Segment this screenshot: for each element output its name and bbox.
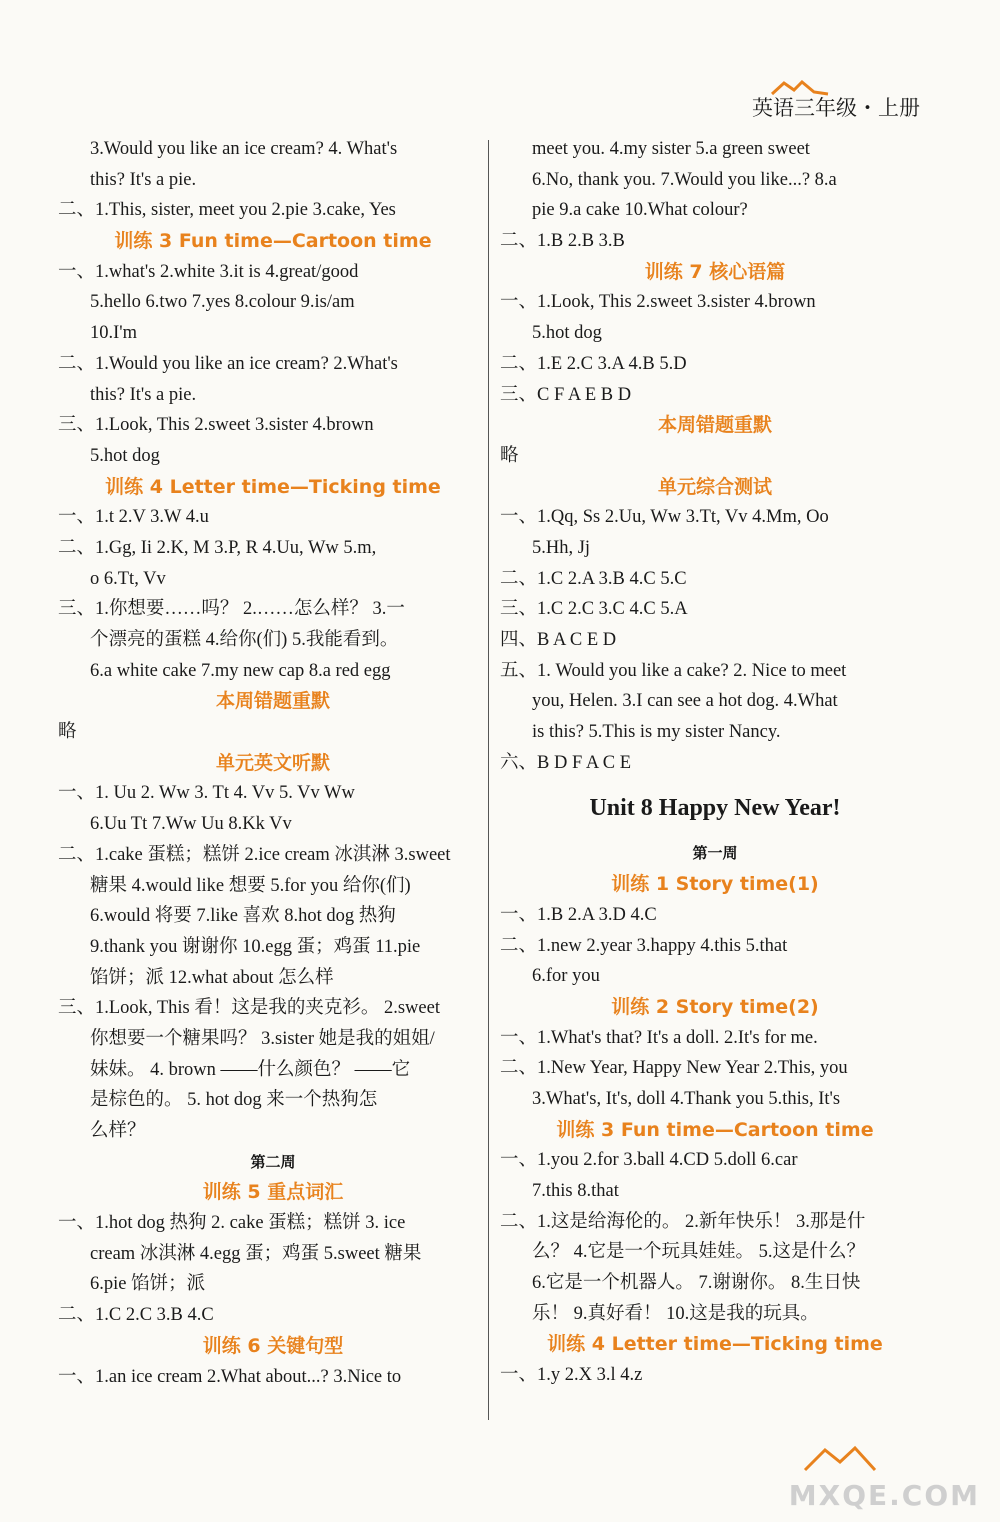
section-heading: 本周错题重默 (215, 690, 330, 713)
answer-line: 乐！ 9.真好看！ 10.这是我的玩具。 (532, 1303, 819, 1324)
answer-line: 三、1.C 2.C 3.C 4.C 5.A (500, 599, 688, 620)
answer-line: 6.No, thank you. 7.Would you like...? 8.a (532, 169, 837, 190)
column-divider (488, 140, 489, 1420)
answer-line: 三、1.Look, This 2.sweet 3.sister 4.brown (58, 415, 374, 436)
answer-line: is this? 5.This is my sister Nancy. (532, 722, 781, 743)
answer-line: 二、1.这是给海伦的。 2.新年快乐！ 3.那是什 (500, 1211, 866, 1232)
answer-line: 6.Uu Tt 7.Ww Uu 8.Kk Vv (90, 814, 292, 835)
answer-line: this? It's a pie. (90, 169, 197, 190)
answer-line: 一、1.y 2.X 3.l 4.z (500, 1365, 643, 1386)
answer-line: o 6.Tt, Vv (90, 568, 166, 589)
section-heading: 训练 5 重点词汇 (202, 1181, 344, 1204)
answer-line: 5.Hh, Jj (532, 537, 591, 558)
answer-line: 三、1.Look, This 看！这是我的夹克衫。 2.sweet (58, 998, 440, 1019)
answer-line: 三、C F A E B D (500, 384, 632, 405)
answer-line: pie 9.a cake 10.What colour? (532, 200, 748, 221)
answer-line: 5.hot dog (90, 445, 160, 466)
answer-line: 3.Would you like an ice cream? 4. What's (90, 139, 398, 159)
answer-line: 二、1.cake 蛋糕；糕饼 2.ice cream 冰淇淋 3.sweet (58, 844, 451, 865)
answer-line: 二、1.C 2.A 3.B 4.C 5.C (500, 568, 687, 589)
answer-line: you, Helen. 3.I can see a hot dog. 4.What (532, 691, 838, 712)
answer-line: 6.a white cake 7.my new cap 8.a red egg (90, 660, 391, 681)
answer-line: this? It's a pie. (90, 384, 197, 405)
answer-line: 6.for you (532, 966, 600, 987)
answer-line: 一、1.what's 2.white 3.it is 4.great/good (58, 261, 359, 282)
answer-line: meet you. 4.my sister 5.a green sweet (532, 139, 810, 159)
answer-line: 一、1.What's that? It's a doll. 2.It's for me. (500, 1027, 818, 1048)
section-heading: 训练 4 Letter time—Ticking time (547, 1333, 883, 1356)
answer-line: cream 冰淇淋 4.egg 蛋；鸡蛋 5.sweet 糖果 (90, 1243, 422, 1264)
answer-line: 6.它是一个机器人。 7.谢谢你。 8.生日快 (532, 1273, 861, 1294)
answer-line: 二、1.New Year, Happy New Year 2.This, you (500, 1058, 848, 1079)
answer-line: 一、1.you 2.for 3.ball 4.CD 5.doll 6.car (500, 1150, 798, 1171)
answer-line: 二、1.E 2.C 3.A 4.B 5.D (500, 353, 687, 374)
answer-line: 么？ 4.它是一个玩具娃娃。 5.这是什么？ (532, 1242, 866, 1263)
unit-title: Unit 8 Happy New Year! (589, 795, 841, 822)
answer-line: 你想要一个糖果吗？ 3.sister 她是我的姐姐/ (90, 1028, 435, 1049)
section-heading: 单元综合测试 (657, 475, 772, 498)
answer-line: 一、1. Uu 2. Ww 3. Tt 4. Vv 5. Vv Ww (58, 783, 355, 804)
answer-line: 一、1.t 2.V 3.W 4.u (58, 507, 209, 528)
answer-line: 三、1.你想要……吗？ 2.……怎么样？ 3.一 (58, 599, 405, 620)
answer-line: 一、1.an ice cream 2.What about...? 3.Nice to (58, 1366, 402, 1387)
week-heading: 第二周 (250, 1152, 296, 1171)
answer-line: 一、1.B 2.A 3.D 4.C (500, 904, 657, 925)
answer-line: 二、1.Gg, Ii 2.K, M 3.P, R 4.Uu, Ww 5.m, (58, 537, 377, 558)
answer-line: 二、1.B 2.B 3.B (500, 231, 625, 252)
left-column (58, 134, 488, 1392)
answer-line: 二、1.C 2.C 3.B 4.C (58, 1305, 214, 1326)
answer-line: 7.this 8.that (532, 1181, 619, 1201)
answer-line: 二、1.Would you like an ice cream? 2.What's (58, 353, 398, 374)
answer-line: 一、1.Qq, Ss 2.Uu, Ww 3.Tt, Vv 4.Mm, Oo (500, 507, 829, 528)
answer-line: 一、1.Look, This 2.sweet 3.sister 4.brown (500, 292, 816, 313)
section-heading: 训练 2 Story time(2) (611, 995, 819, 1018)
answer-line: 二、1.This, sister, meet you 2.pie 3.cake, Yes (58, 200, 396, 221)
section-heading: 单元英文听默 (215, 751, 330, 774)
section-heading: 训练 3 Fun time—Cartoon time (114, 230, 432, 253)
right-column (500, 134, 930, 1391)
answer-line: 3.What's, It's, doll 4.Thank you 5.this, It's (532, 1088, 841, 1109)
section-heading: 本周错题重默 (657, 414, 772, 437)
answer-line: 6.pie 馅饼；派 (90, 1274, 206, 1295)
answer-line: 略 (500, 445, 519, 466)
page-header-title: 英语三年级・上册 (752, 96, 920, 120)
section-heading: 训练 3 Fun time—Cartoon time (556, 1118, 874, 1141)
section-heading: 训练 1 Story time(1) (611, 873, 819, 896)
section-heading: 训练 6 关键句型 (202, 1334, 344, 1357)
answer-line: 一、1.hot dog 热狗 2. cake 蛋糕；糕饼 3. ice (58, 1213, 406, 1234)
answer-line: 5.hot dog (532, 323, 602, 344)
answer-line: 9.thank you 谢谢你 10.egg 蛋；鸡蛋 11.pie (90, 936, 421, 957)
week-heading: 第一周 (692, 844, 738, 863)
answer-line: 10.I'm (90, 323, 138, 344)
answer-line: 四、B A C E D (500, 630, 617, 650)
watermark: MXQE.COM (788, 1479, 980, 1512)
answer-line: 五、1. Would you like a cake? 2. Nice to meet (500, 660, 847, 681)
answer-line: 6.would 将要 7.like 喜欢 8.hot dog 热狗 (90, 906, 396, 927)
answer-line: 么样？ (90, 1121, 146, 1141)
section-heading: 训练 7 核心语篇 (644, 260, 786, 283)
answer-line: 5.hello 6.two 7.yes 8.colour 9.is/am (90, 292, 355, 313)
answer-line: 糖果 4.would like 想要 5.for you 给你(们) (90, 875, 411, 896)
answer-line: 妹妹。 4. brown ——什么颜色？ ——它 (90, 1059, 411, 1080)
answer-line: 是棕色的。 5. hot dog 来一个热狗怎 (90, 1090, 378, 1111)
answer-line: 二、1.new 2.year 3.happy 4.this 5.that (500, 935, 788, 956)
section-heading: 训练 4 Letter time—Ticking time (105, 475, 441, 498)
answer-line: 个漂亮的蛋糕 4.给你(们) 5.我能看到。 (90, 630, 399, 650)
answer-line: 六、B D F A C E (500, 752, 632, 773)
answer-line: 略 (58, 722, 77, 743)
footer-logo-icon (800, 1440, 880, 1480)
answer-line: 馅饼；派 12.what about 怎么样 (90, 967, 334, 988)
